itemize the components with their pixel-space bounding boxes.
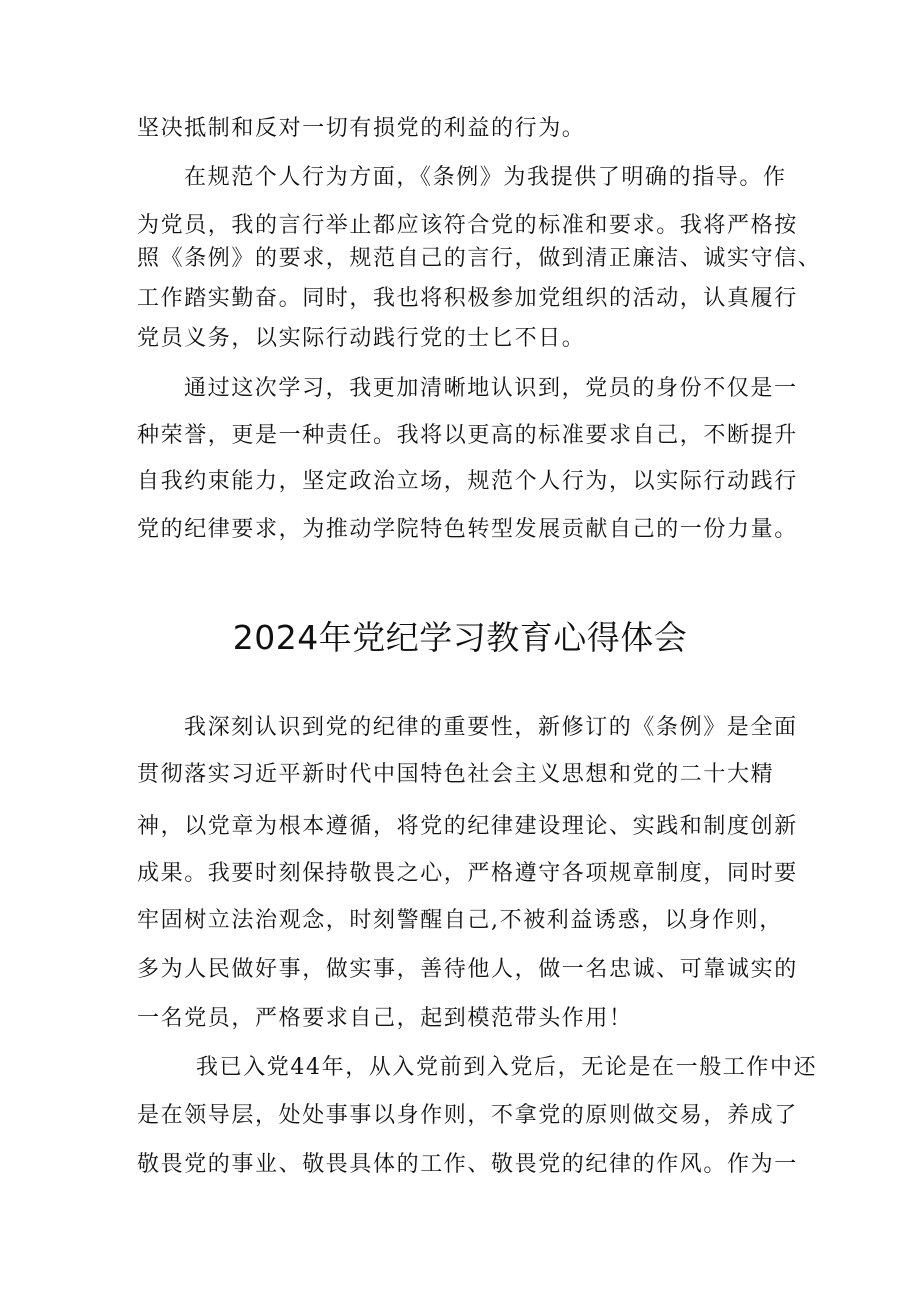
text-line: 坚决抵制和反对一切有损党的利益的行为。 [137, 116, 586, 141]
text-line: 为党员，我的言行举止都应该符合党的标准和要求。我将严格按 [137, 213, 798, 238]
text-line: 在规范个人行为方面，《条例》为我提供了明确的指导。作 [184, 165, 787, 190]
text-line: 工作踏实勤奋。同时，我也将积极参加党组织的活动，认真履行 [137, 286, 798, 311]
text-line: 是在领导层，处处事事以身作则，不拿党的原则做交易，养成了 [137, 1103, 798, 1128]
text-line: 党员义务，以实际行动践行党的士匕不日。 [137, 326, 586, 351]
text-line: 成果。我要时刻保持敬畏之心，严格遵守各项规章制度，同时要 [137, 861, 798, 886]
text-line: 一名党员，严格要求自己，起到模范带头作用！ [137, 1006, 633, 1031]
text-line: 党的纪律要求，为推动学院特色转型发展贡献自己的一份力量。 [137, 517, 798, 542]
article-title: 2024年党纪学习教育心得体会 [232, 618, 688, 657]
text-line: 敬畏党的事业、敬畏具体的工作、敬畏党的纪律的作风。作为一 [137, 1152, 798, 1177]
text-line: 多为人民做好事，做实事，善待他人，做一名忠诚、可靠诚实的 [137, 957, 798, 982]
text-line: 通过这次学习，我更加清晰地认识到，党员的身份不仅是一 [184, 376, 798, 401]
text-line: 照《条例》的要求，规范自己的言行，做到清正廉洁、诚实守信、 [137, 246, 822, 271]
text-line: 自我约束能力，坚定政治立场，规范个人行为，以实际行动践行 [137, 469, 798, 494]
text-line: 神，以党章为根本遵循，将党的纪律建设理论、实践和制度创新 [137, 814, 798, 839]
text-line: 我深刻认识到党的纪律的重要性，新修订的《条例》是全面 [184, 715, 798, 740]
text-line: 种荣誉，更是一种责任。我将以更高的标准要求自己，不断提升 [137, 423, 798, 448]
text-line: 贯彻落实习近平新时代中国特色社会主义思想和党的二十大精 [137, 762, 775, 787]
text-line: 牢固树立法治观念，时刻警醒自己,不被利益诱惑，以身作则， [137, 908, 783, 933]
text-line: 我已入党44年，从入党前到入党后，无论是在一般工作中还 [196, 1055, 818, 1080]
